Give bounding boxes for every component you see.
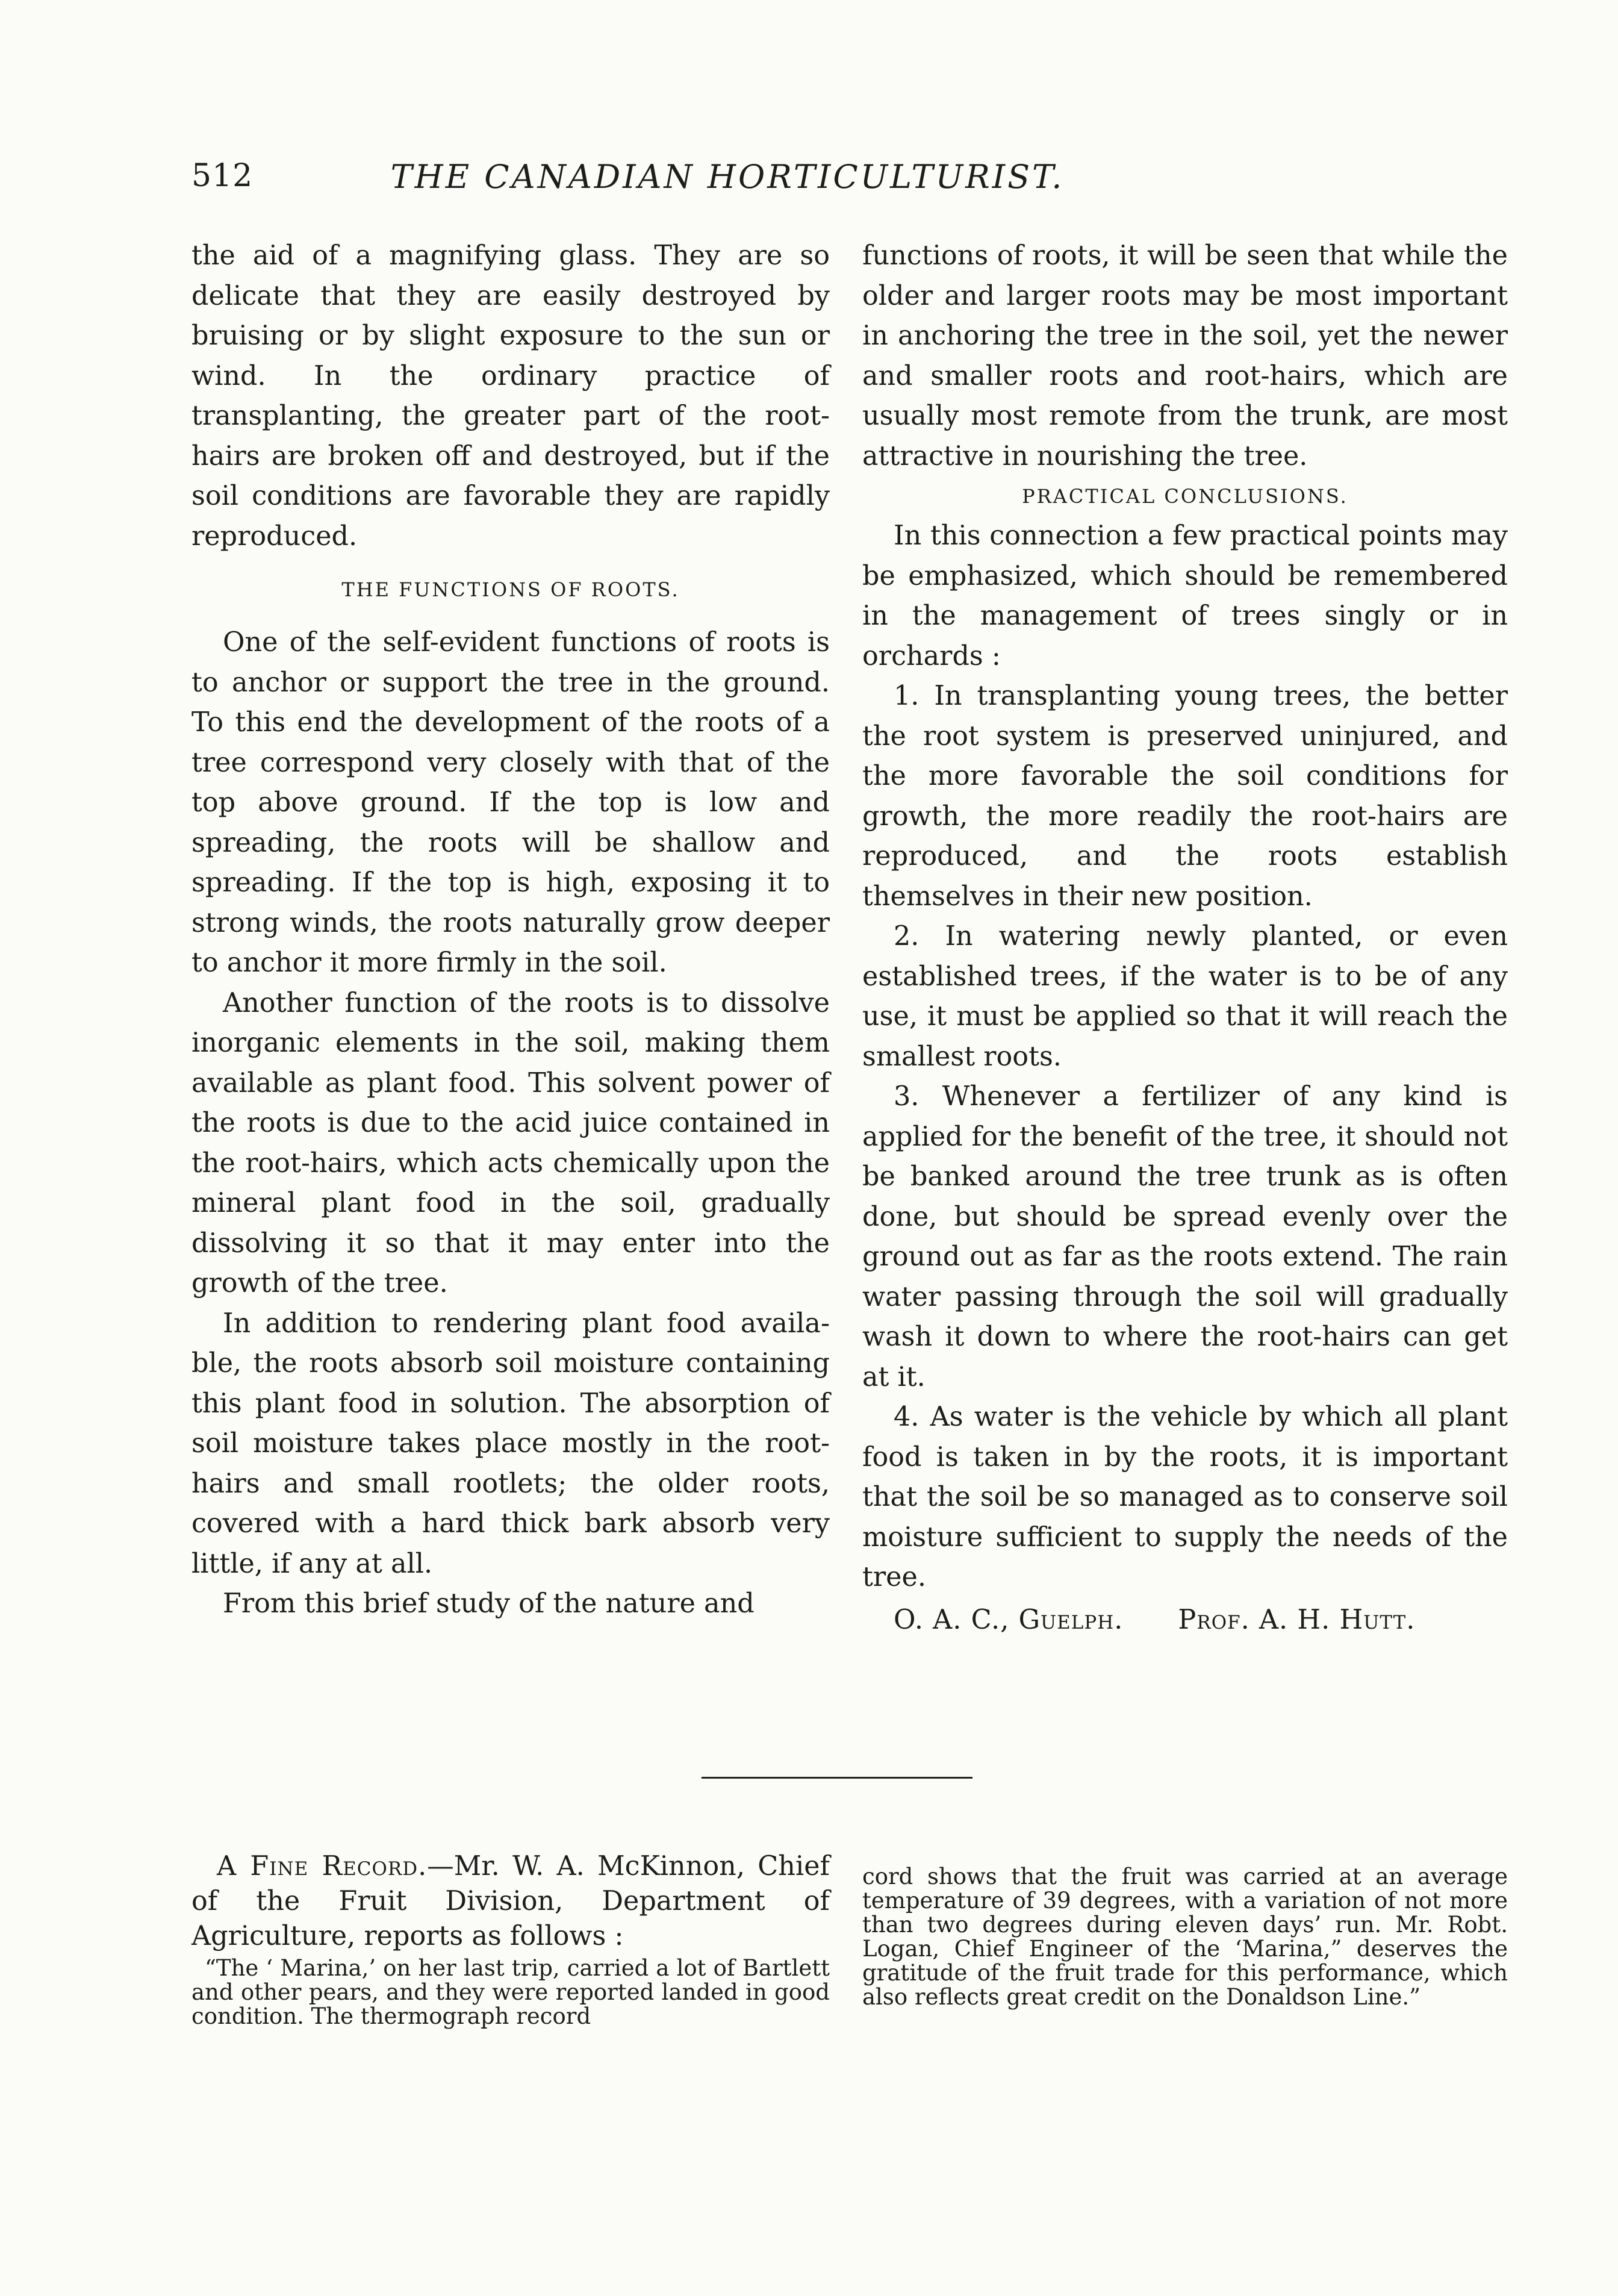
fine-record-lead [191,1849,830,1954]
paragraph: 2. In watering newly planted, or even established trees, if the water is to be of any use, it must be applied so that it will reach the smallest roots. [862,921,1508,1072]
page-header [191,158,1227,206]
author-signature: O. A. C., Guelph. Prof. A. H. Hutt. [894,1604,1416,1635]
paragraph: 4. As water is the vehicle by which all plant food is taken in by the roots, it is important that the soil be so managed as to conserve soil moisture sufficient to supply the needs of the tree. [862,1402,1508,1593]
running-title: THE CANADIAN HORTICULTURIST. [390,158,1065,196]
right-column [862,236,1508,1640]
paragraph: 3. Whenever a fertilizer of any kind is applied for the benefit of the tree, it should not be banked around the tree trunk as is often done, but should be spread evenly over the ground out as far as the roots extend. The rain water passing through the soil will gradually wash it down to where the root-hairs can get at it. [862,1081,1508,1393]
paragraph: In this connection a few practical points may be emphasized, which should be remembered in the management of trees singly or in orchards : [862,520,1508,672]
section-divider [702,1777,972,1779]
paragraph: functions of roots, it will be seen that while the older and larger roots may be most important in anchoring the tree in the soil, yet the newer and smaller roots and root-hairs, which are usually most remote from the trunk, are most attractive in nourishing the tree. [862,240,1508,472]
paragraph: the aid of a magnifying glass. They are so delicate that they are easily destroyed by bruising or by slight exposure to the sun or wind. In the ordinary practice of transplanting, the greater part of the root-hairs are broken off and destroyed, but if the soil conditions are favorable they are rapidly reproduced. [191,240,830,552]
fine-record-left [191,1849,830,2029]
fine-record-intro: —Mr. W. A. McKinnon, Chief of the Fruit Division, Department of Agriculture, reports as follows : [191,1851,830,1951]
paragraph: One of the self-evident functions of roots is to anchor or support the tree in the ground. To this end the development of the roots of a tree correspond very closely with that of the top above ground. If the top is low and spreading, the roots will be shallow and spreading. If the top is high, exposing it to strong winds, the roots naturally grow deeper to anchor it more firmly in the soil. [191,627,830,978]
paragraph: Another function of the roots is to dissolve inorganic elements in the soil, making them available as plant food. This solvent power of the roots is due to the acid juice contained in the root-hairs, which acts chemically upon the mineral plant food in the soil, gradually dissolving it so that it may enter into the growth of the tree. [191,987,830,1299]
fine-record-quote-right: cord shows that the fruit was carried at an average temperature of 39 degrees, with a variation of not more than two degrees during eleven days’ run. Mr. Robt. Logan, Chief Engineer of the ‘Marina,” deserves the gratitude of the fruit trade for this performance, which also reflects great credit on the Donaldson Line.” [862,1864,1508,2010]
paragraph: In addition to rendering plant food available, the roots absorb soil moisture containing this plant food in solution. The absorption of soil moisture takes place mostly in the root-hairs and small rootlets; the older roots, covered with a hard thick bark absorb very little, if any at all. [191,1308,830,1579]
fine-record-right [862,1865,1508,2009]
fine-record-quote-left: “The ‘ Marina,’ on her last trip, carried a lot of Bartlett and other pears, and they were reported landed in good condition. The thermograph record [191,1955,830,2029]
fine-record-title: A Fine Record. [217,1851,428,1882]
section-heading-conclusions: PRACTICAL CONCLUSIONS. [1022,485,1348,508]
page-number: 512 [191,158,254,194]
paragraph: 1. In transplanting young trees, the better the root system is preserved uninjured, and the more favorable the soil conditions for growth, the more readily the root-hairs are reproduced, and the roots establish themselves in their new position. [862,681,1508,912]
section-heading-functions: THE FUNCTIONS OF ROOTS. [341,578,680,601]
left-column [191,236,830,1624]
paragraph: From this brief study of the nature and [223,1588,755,1619]
